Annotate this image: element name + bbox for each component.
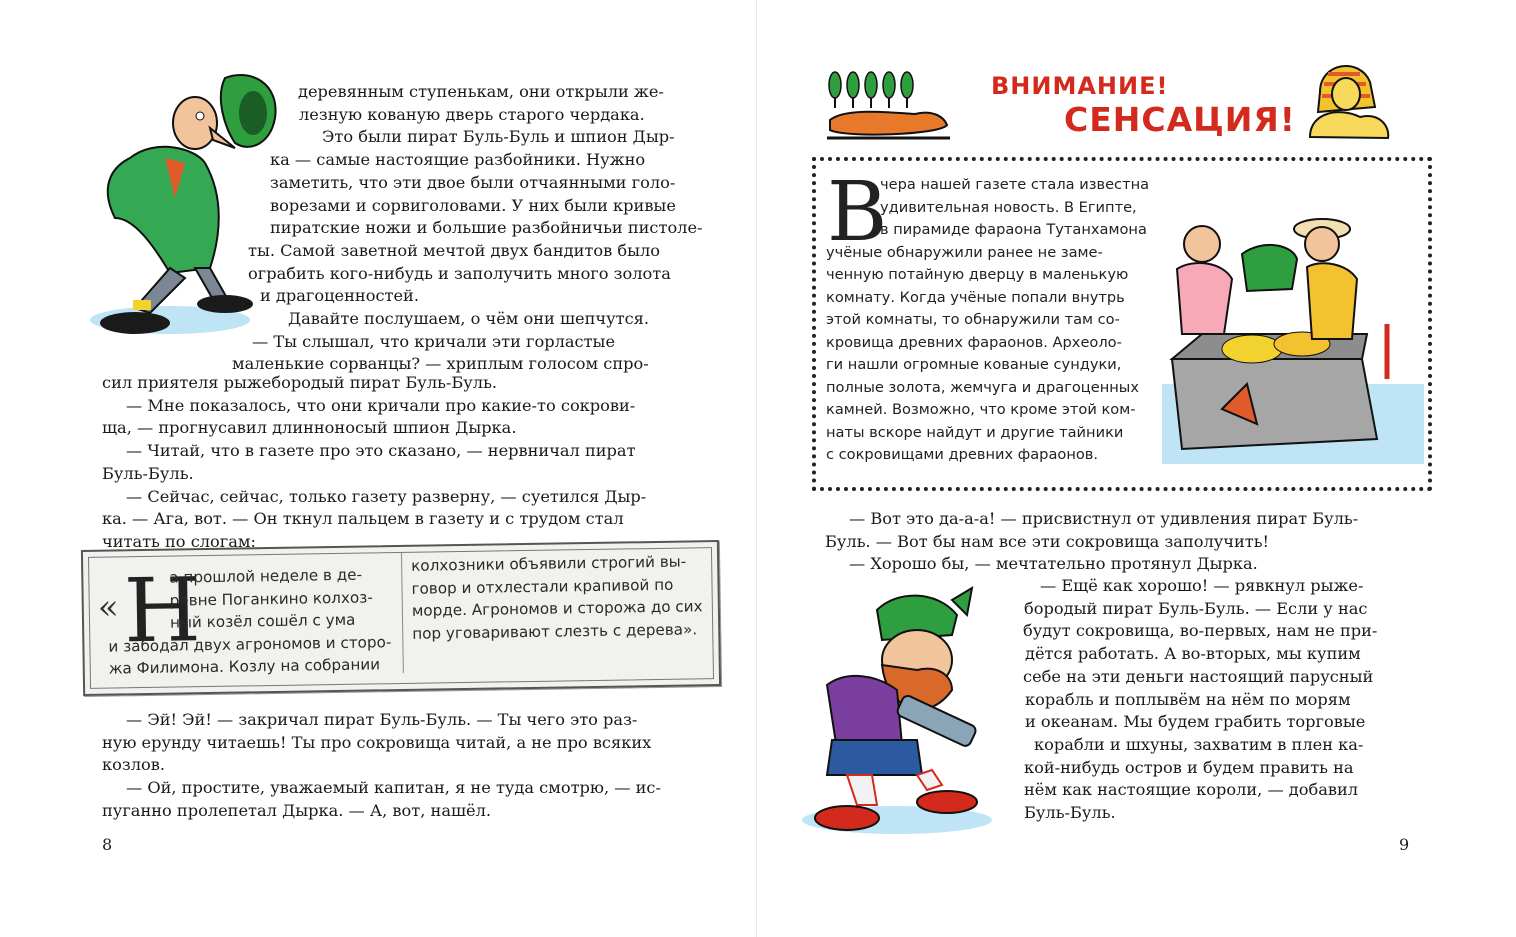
- pirate-bulbul-illustration: [787, 580, 1047, 840]
- intro-text: деревянным ступенькам, они открыли же- лезную кованую дверь старого чердака. Это были пират Буль-Буль и шпион Дыр- ка — самые настоящие разбойники. Нужно заметить, что эти двое были отчаянными голо- ворезами и сорвиголовами. У них были кривые пиратские ножи и большие разбойничьи пистоле- ты. Самой заветной мечтой двух бандитов было ограбить кого-нибудь и заполучить много золота и драгоценностей. Давайте послушаем, о чём они шепчутся. — Ты слышал, что кричали эти горластые маленькие сорванцы? — хриплым голосом спро-: [232, 82, 703, 374]
- quote-mark: «: [97, 587, 119, 628]
- news-drop-cap: В: [827, 165, 888, 260]
- headline-sensation: СЕНСАЦИЯ!: [1064, 100, 1296, 139]
- sphinx-icon: [1300, 52, 1392, 144]
- dialog-text: сил приятеля рыжебородый пират Буль-Буль. — Мне показалось, что они кричали про какие-то сокрови- ща, — прогнусавил длинноносый шпион Дырка. — Читай, что в газете про это сказано, — нервничал пират Буль-Буль. — Сейчас, сейчас, только газету разверну, — суетился Дыр- ка. — Ага, вот. — Он ткнул пальцем в газету и с трудом стал читать по слогам:: [102, 373, 647, 551]
- left-page: [0, 0, 757, 937]
- news-box: [812, 157, 1432, 491]
- archaeologists-illustration: [1162, 199, 1424, 464]
- page-number: 9: [1399, 835, 1410, 854]
- newspaper-clipping: [81, 540, 721, 696]
- clipping-column-2: колхозники объявили строгий вы- говор и отхлестали крапивой по морде. Агрономов и сторожа до сих пор уговаривают слезть с дерева».: [411, 552, 703, 643]
- headline-attention: ВНИМАНИЕ!: [991, 72, 1169, 100]
- page-number: 8: [102, 835, 113, 854]
- drop-cap: Н: [123, 558, 202, 663]
- right-dialog-text: — Вот это да-а-а! — присвистнул от удивления пират Буль- Буль. — Вот бы нам все эти сокровища заполучить! — Хорошо бы, — мечтательно протянул Дырка.: [825, 509, 1359, 574]
- palm-trees-icon: [825, 70, 953, 145]
- right-page: [757, 0, 1516, 937]
- final-text: — Ещё как хорошо! — рявкнул рыже- бородый пират Буль-Буль. — Если у нас будут сокровища, во-первых, нам не при- дётся работать. А во-вторых, мы купим себе на эти деньги настоящий парусный корабль и поплывём на нём по морям и океанам. Мы будем грабить торговые корабли и шхуны, захватим в плен ка- кой-нибудь остров и будем править на нём как настоящие короли, — добавил Буль-Буль.: [1023, 576, 1378, 823]
- clipping-column-1: а прошлой неделе в де- ревне Поганкино колхоз- ный козёл сошёл с ума и забодал двух агрономов и сторо- жа Филимона. Козлу на собрании: [108, 565, 392, 678]
- after-clipping-text: — Эй! Эй! — закричал пират Буль-Буль. — Ты чего это раз- ную ерунду читаешь! Ты про сокровища читай, а не про всяких козлов. — Ой, простите, уважаемый капитан, я не туда смотрю, — ис- пуганно пролепетал Дырка. — А, вот, нашёл.: [102, 710, 661, 820]
- news-text: чера нашей газете стала известна удивительная новость. В Египте, в пирамиде фараона Тутанхамона учёные обнаружили ранее не заме- ченную потайную дверцу в маленькую комнату. Когда учёные попали внутрь этой комнаты, то обнаружили там со- кровища древних фараонов. Археоло- ги нашли огромные кованые сундуки, полные золота, жемчуга и драгоценных камней. Возможно, что кроме этой ком- наты вскоре найдут и другие тайники с сокровищами древних фараонов.: [826, 176, 1150, 463]
